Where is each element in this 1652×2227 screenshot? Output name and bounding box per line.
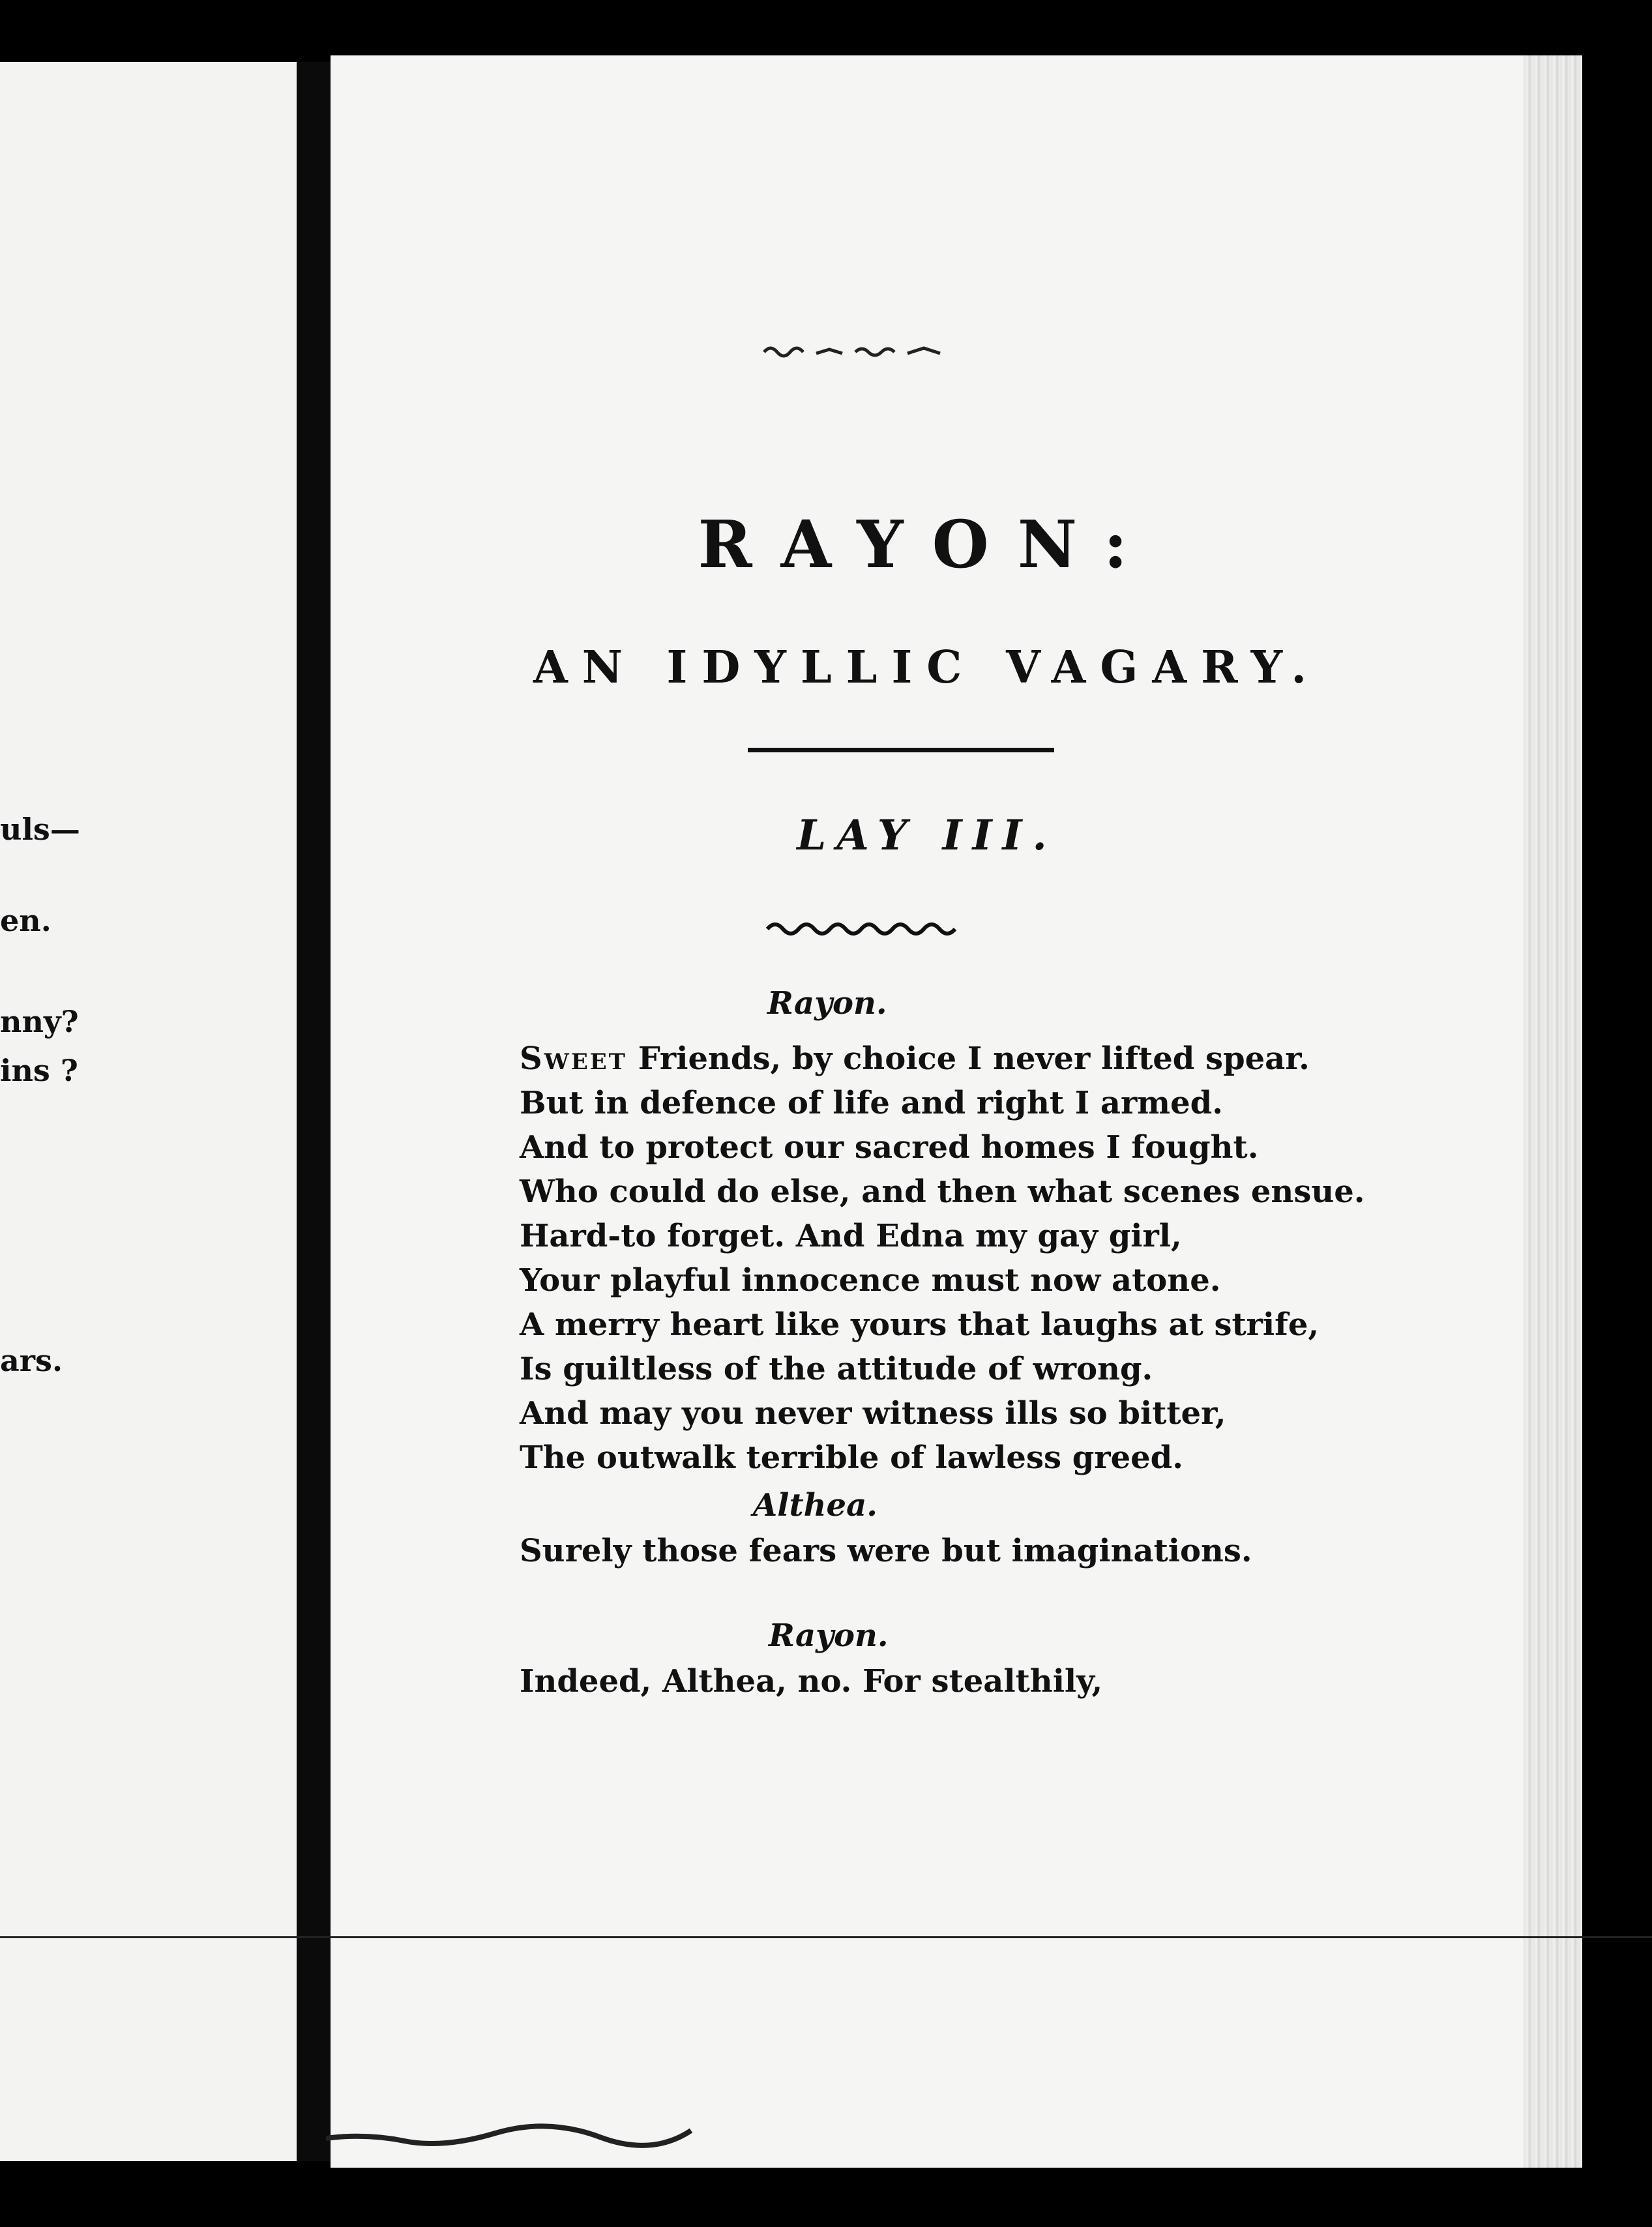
verse-line	[520, 1395, 1226, 1432]
page-title: RAYON:	[698, 506, 1157, 583]
verse-text: But in defence of life and right I armed.	[520, 1085, 1223, 1121]
verse-line	[520, 1353, 1153, 1385]
verse-text: Your playful innocence must now atone.	[520, 1262, 1221, 1299]
verse-text: A merry heart like yours that laughs at strife,	[520, 1306, 1320, 1343]
verse-text: Who could do else, and then what scenes ensue.	[520, 1173, 1365, 1210]
left-fragment: nny?	[0, 1004, 79, 1039]
left-fragment: ins ?	[0, 1053, 78, 1088]
left-fragment: uls—	[0, 812, 80, 847]
verse-line	[520, 1663, 1103, 1700]
verse-line	[520, 1173, 1365, 1210]
verse-text: Friends, by choice I never lifted spear.	[627, 1040, 1310, 1077]
verse-line	[520, 1439, 1183, 1476]
speaker-name: Rayon.	[769, 1617, 889, 1654]
verse-line	[520, 1129, 1259, 1166]
section-heading: LAY III.	[797, 811, 1057, 860]
speaker-name: Rayon.	[767, 985, 887, 1022]
title-rule	[748, 748, 1054, 752]
bottom-smudge	[326, 2119, 848, 2151]
verse-text: Is guiltless of the attitude of wrong.	[520, 1351, 1153, 1387]
binding-gutter	[297, 62, 331, 2161]
page-subtitle: AN IDYLLIC VAGARY.	[533, 642, 1321, 694]
scan-rule-line	[0, 1936, 1652, 1938]
verse-line	[520, 1220, 1182, 1252]
right-page	[331, 55, 1524, 2168]
page-edge	[1524, 55, 1582, 2168]
speaker-name: Althea.	[753, 1487, 878, 1524]
left-fragment: en.	[0, 903, 52, 938]
verse-text: Surely those fears were but imaginations.	[520, 1533, 1252, 1569]
verse-text: Hard-to forget. And Edna my gay girl,	[520, 1218, 1182, 1254]
ornament-top	[758, 339, 953, 365]
verse-line	[520, 1040, 1310, 1077]
verse-text: The outwalk terrible of lawless greed.	[520, 1439, 1183, 1476]
left-fragment: ars.	[0, 1343, 63, 1378]
verse-text: And to protect our sacred homes I fought.	[520, 1129, 1259, 1166]
verse-line	[520, 1262, 1221, 1299]
wave-ornament	[764, 916, 960, 939]
verse-line	[520, 1306, 1320, 1343]
verse-lead: Sweet	[520, 1040, 627, 1077]
verse-line	[520, 1087, 1223, 1119]
left-page	[0, 62, 297, 2161]
verse-text: Indeed, Althea, no. For stealthily,	[520, 1663, 1103, 1700]
verse-line	[520, 1535, 1252, 1567]
verse-text: And may you never witness ills so bitter,	[520, 1395, 1226, 1432]
